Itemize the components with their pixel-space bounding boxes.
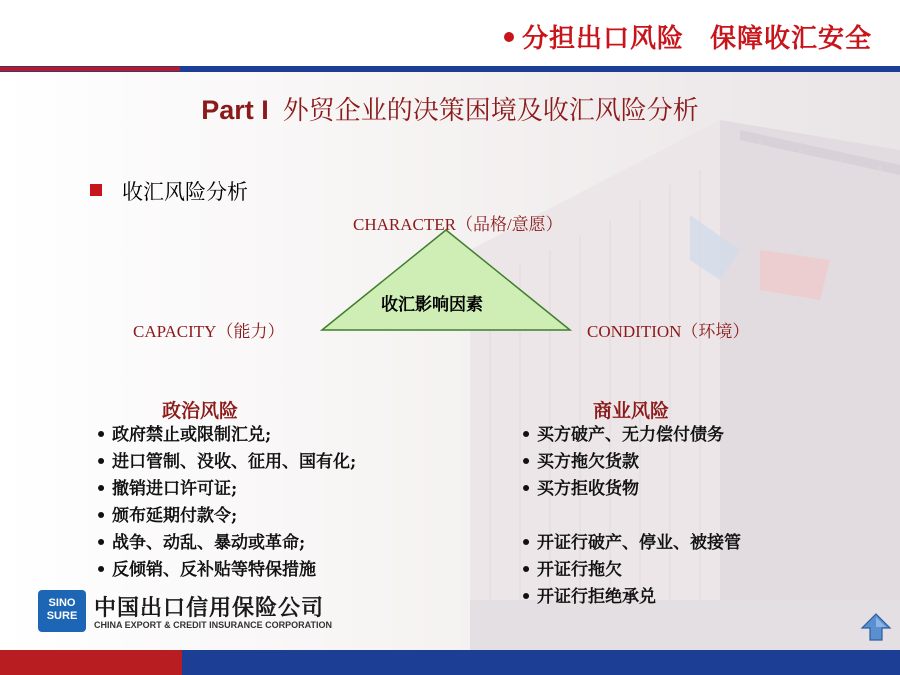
list-item: • 撤销进口许可证; xyxy=(95,479,238,499)
logo-mark-line-1: SINO xyxy=(48,597,76,609)
footer-bar-blue xyxy=(182,650,900,675)
company-name-en: CHINA EXPORT & CREDIT INSURANCE CORPORATION xyxy=(94,620,333,630)
character-label: CHARACTER（品格/意愿） xyxy=(353,215,563,234)
section-heading-text: 收汇风险分析 xyxy=(122,180,248,204)
political-risk-list xyxy=(94,422,356,584)
list-item: • 进口管制、没收、征用、国有化; xyxy=(95,452,357,472)
sinosure-logo-icon xyxy=(38,590,86,632)
up-arrow-icon[interactable] xyxy=(860,612,892,642)
list-item: • 反倾销、反补贴等特保措施 xyxy=(95,560,316,580)
commercial-risk-list xyxy=(519,422,741,611)
list-item: • 买方破产、无力偿付债务 xyxy=(520,425,724,445)
section-heading xyxy=(90,176,248,206)
list-item: • 战争、动乱、暴动或革命; xyxy=(95,533,306,553)
slide-title-text: 外贸企业的决策困境及收汇风险分析 xyxy=(282,96,699,126)
list-spacer xyxy=(519,503,741,530)
square-bullet-icon xyxy=(90,184,102,196)
slogan-left: 分担出口风险 xyxy=(521,24,684,54)
list-item: • 开证行拒绝承兑 xyxy=(520,587,656,607)
slide-title xyxy=(0,90,900,127)
header-slogan xyxy=(504,18,872,55)
logo-mark-line-2: SURE xyxy=(46,610,78,622)
political-risk-title: 政治风险 xyxy=(162,400,239,422)
company-name-cn: 中国出口信用保险公司 xyxy=(94,596,325,621)
capacity-label: CAPACITY（能力） xyxy=(133,322,285,341)
list-item: • 开证行拖欠 xyxy=(520,560,622,580)
triangle-shape xyxy=(322,230,570,330)
condition-label: CONDITION（环境） xyxy=(587,322,750,341)
list-item: • 买方拖欠货款 xyxy=(520,452,639,472)
list-item: • 开证行破产、停业、被接管 xyxy=(520,533,741,553)
slogan-right: 保障收汇安全 xyxy=(709,24,872,54)
factors-triangle xyxy=(320,228,572,332)
triangle-center-label: 收汇影响因素 xyxy=(381,295,483,315)
list-item: • 买方拒收货物 xyxy=(520,479,639,499)
list-item: • 政府禁止或限制汇兑; xyxy=(95,425,272,445)
commercial-risk-title: 商业风险 xyxy=(593,400,670,422)
list-item: • 颁布延期付款令; xyxy=(95,506,238,526)
red-dot-icon xyxy=(504,32,514,42)
slide-title-part: Part I xyxy=(201,95,269,125)
header-divider-red xyxy=(0,67,180,71)
